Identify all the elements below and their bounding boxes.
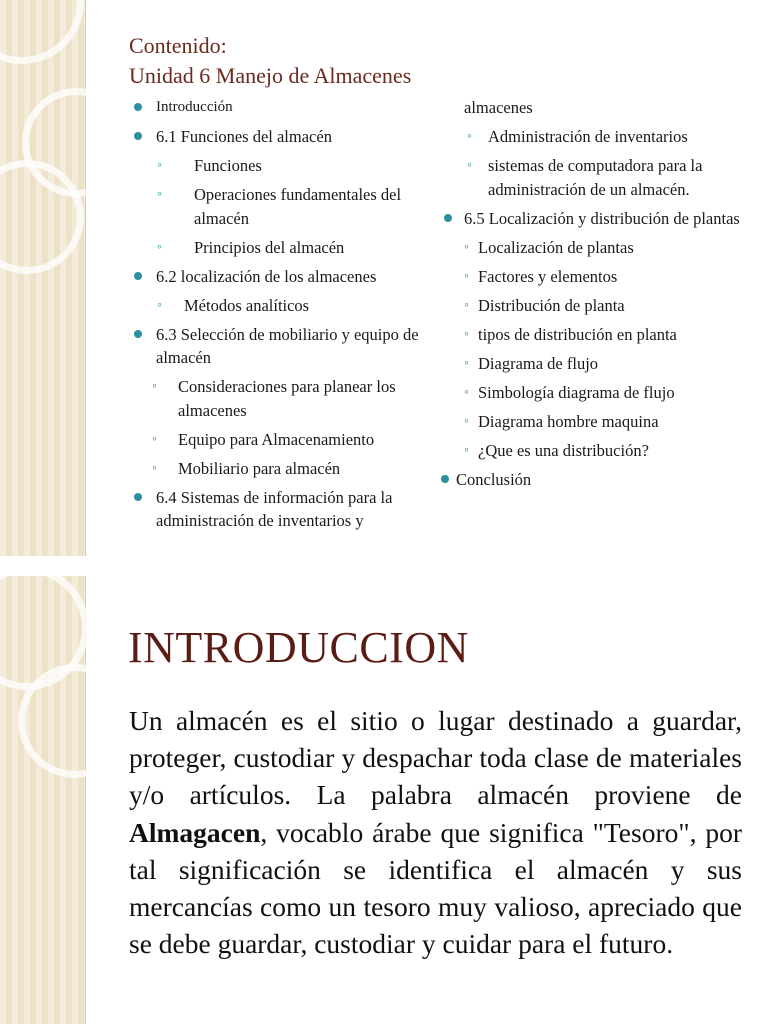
ring-decoration [0,0,84,64]
list-item: ◦ sistemas de computadora para la administración de un almacén. [440,154,750,201]
ring-decoration [18,664,132,778]
list-item: 6.5 Localización y distribución de plantas [440,207,750,231]
list-item: 6.3 Selección de mobiliario y equipo de almacén [130,323,435,370]
list-item: ◦ Equipo para Almacenamiento [130,428,435,452]
contents-right-column [440,96,750,497]
list-item: ◦ Diagrama hombre maquina [440,410,750,434]
slide-separator [0,556,768,576]
list-item: ◦ Diagrama de flujo [440,352,750,376]
decorative-band [0,0,86,556]
list-item: ◦ Consideraciones para planear los almacenes [130,375,435,422]
list-item: ◦ Simbología diagrama de flujo [440,381,750,405]
paragraph-text: , vocablo árabe que significa "Tesoro", por tal significación se identifica el almacén y sus mercancías como un tesoro muy valioso, apreciado que se debe guardar, custodiar y cuidar para el futuro. [129,816,742,960]
list-item: ◦ tipos de distribución en planta [440,323,750,347]
list-item: ◦ Funciones [130,154,435,178]
list-item: ◦ ¿Que es una distribución? [440,439,750,463]
contents-heading: Contenido: [129,33,227,58]
decorative-band [0,576,86,1024]
list-item: almacenes [464,98,533,117]
list-item: 6.2 localización de los almacenes [130,265,435,289]
unit-heading: Unidad 6 Manejo de Almacenes [129,63,412,88]
slide-title: INTRODUCCION [128,623,469,672]
list-item: ◦ Localización de plantas [440,236,750,260]
paragraph-text: Un almacén es el sitio o lugar destinado a guardar, proteger, custodiar y despachar toda clase de materiales y/o artículos. La palabra almacén proviene de [129,705,742,811]
list-item: ◦ Mobiliario para almacén [130,457,435,481]
bold-term: Almagacen [129,816,261,848]
list-item: Introducción [130,96,435,120]
introduction-slide [0,576,768,1024]
list-item: ◦ Principios del almacén [130,236,435,260]
list-item: ◦ Métodos analíticos [130,294,435,318]
slide-title [129,31,411,91]
list-item: ◦ Operaciones fundamentales del almacén [130,183,435,230]
list-item: 6.4 Sistemas de información para la administración de inventarios y [130,486,435,533]
list-item: 6.1 Funciones del almacén [130,125,435,149]
list-item: Conclusión [440,468,750,492]
contents-left-column [130,96,435,538]
list-item: ◦ Factores y elementos [440,265,750,289]
list-item: ◦ Distribución de planta [440,294,750,318]
list-item: ◦ Administración de inventarios [440,125,750,149]
intro-paragraph [129,702,742,962]
